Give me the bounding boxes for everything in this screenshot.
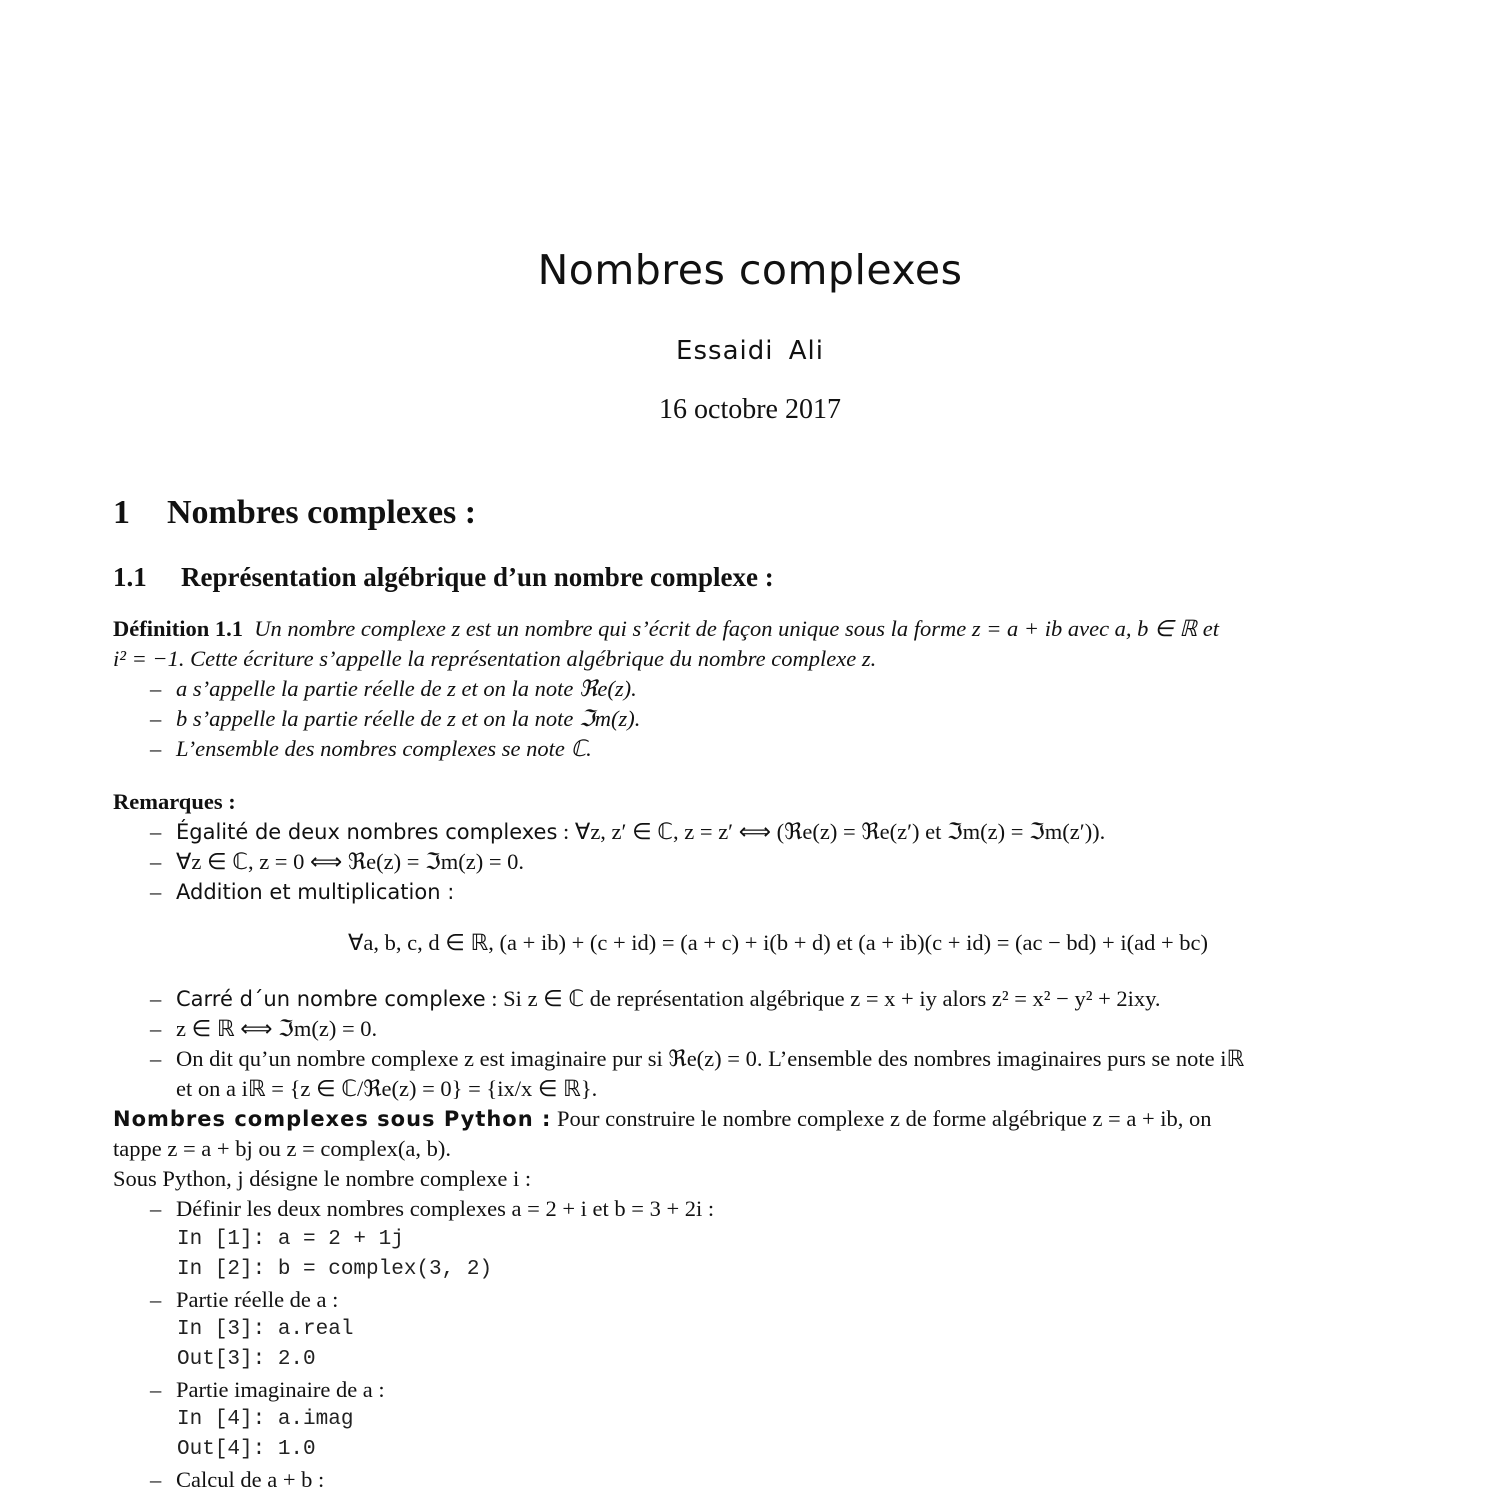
python-step-label: Calcul de a + b : (176, 1467, 325, 1492)
definition-label: Définition 1.1 (113, 616, 244, 641)
code-line: Out[3]: 2.0 (177, 1348, 316, 1371)
code-line: In [3]: a.real (177, 1318, 354, 1341)
document-author: Essaidi Ali (676, 336, 824, 366)
document-date: 16 octobre 2017 (659, 394, 841, 425)
remark-text: : ∀z, z′ ∈ ℂ, z = z′ ⟺ (ℜe(z) = ℜe(z′) et ℑm(z) = ℑm(z′)). (557, 819, 1106, 844)
python-step: – Partie imaginaire de a : (150, 1377, 385, 1402)
definition-item-text: b s’appelle la partie réelle de z et on la note ℑm(z). (176, 706, 641, 731)
definition-item: – b s’appelle la partie réelle de z et on la note ℑm(z). (150, 706, 641, 731)
python-intro-text-1: Pour construire le nombre complexe z de forme algébrique z = a + ib, on (557, 1106, 1212, 1131)
code-line: In [4]: a.imag (177, 1408, 354, 1431)
remark-label: Égalité de deux nombres complexes (176, 820, 558, 844)
definition-item: – L’ensemble des nombres complexes se note ℂ. (150, 736, 592, 761)
python-step: – Définir les deux nombres complexes a = 2 + i et b = 3 + 2i : (150, 1196, 715, 1221)
section-heading (113, 494, 476, 532)
remark-item: – z ∈ ℝ ⟺ ℑm(z) = 0. (150, 1016, 378, 1041)
subsection-number: 1.1 (113, 562, 147, 592)
python-heading: Nombres complexes sous Python : (113, 1107, 552, 1131)
remark-label: Carré d´un nombre complexe (176, 987, 486, 1011)
section-title: Nombres complexes : (167, 494, 477, 531)
definition-line-2: i² = −1. Cette écriture s’appelle la représentation algébrique du nombre complexe z. (113, 646, 877, 671)
python-intro-line-1 (113, 1104, 1212, 1134)
remarques-heading: Remarques : (113, 789, 236, 814)
remark-item: – Addition et multiplication : (150, 879, 455, 904)
remark-text: : Si z ∈ ℂ de représentation algébrique z = x + iy alors z² = x² − y² + 2ixy. (485, 986, 1161, 1011)
definition-line-1 (113, 614, 1219, 644)
remark-item: – Égalité de deux nombres complexes : ∀z, z′ ∈ ℂ, z = z′ ⟺ (ℜe(z) = ℜe(z′) et ℑm(z) = ℑm(z′)). (150, 819, 1106, 844)
definition-item-text: L’ensemble des nombres complexes se note ℂ. (176, 736, 592, 761)
remark-text: On dit qu’un nombre complexe z est imaginaire pur si ℜe(z) = 0. L’ensemble des nombres imaginaires purs se note iℝ (176, 1046, 1245, 1071)
python-step-label: Partie imaginaire de a : (176, 1377, 385, 1402)
code-line: In [1]: a = 2 + 1j (177, 1228, 404, 1251)
remark-text: z ∈ ℝ ⟺ ℑm(z) = 0. (176, 1016, 378, 1041)
remark-continuation: et on a iℝ = {z ∈ ℂ/ℜe(z) = 0} = {ix/x ∈ ℝ}. (176, 1076, 598, 1101)
definition-text-1: Un nombre complexe z est un nombre qui s’écrit de façon unique sous la forme z = a + ib avec a, b ∈ ℝ et (254, 616, 1219, 641)
definition-item-text: a s’appelle la partie réelle de z et on la note ℜe(z). (176, 676, 637, 701)
remark-item: – ∀z ∈ ℂ, z = 0 ⟺ ℜe(z) = ℑm(z) = 0. (150, 849, 525, 874)
python-step: – Partie réelle de a : (150, 1287, 339, 1312)
python-step-label: Partie réelle de a : (176, 1287, 339, 1312)
subsection-title: Représentation algébrique d’un nombre complexe : (181, 562, 774, 592)
display-formula: ∀a, b, c, d ∈ ℝ, (a + ib) + (c + id) = (a + c) + i(b + d) et (a + ib)(c + id) = (ac − bd) + i(ad + bc) (348, 930, 1208, 955)
python-step: – Calcul de a + b : (150, 1467, 325, 1492)
python-intro-line-3: Sous Python, j désigne le nombre complexe i : (113, 1166, 532, 1191)
remark-text: ∀z ∈ ℂ, z = 0 ⟺ ℜe(z) = ℑm(z) = 0. (176, 849, 525, 874)
section-number: 1 (113, 494, 130, 531)
code-line: Out[4]: 1.0 (177, 1438, 316, 1461)
code-line: In [2]: b = complex(3, 2) (177, 1258, 493, 1281)
subsection-heading (113, 562, 774, 593)
document-title: Nombres complexes (537, 246, 963, 294)
remark-item: – Carré d´un nombre complexe : Si z ∈ ℂ de représentation algébrique z = x + iy alors z² = x² − y² + 2ixy. (150, 986, 1161, 1011)
remark-label: Addition et multiplication : (176, 880, 455, 904)
python-step-label: Définir les deux nombres complexes a = 2 + i et b = 3 + 2i : (176, 1196, 715, 1221)
remark-item: – On dit qu’un nombre complexe z est imaginaire pur si ℜe(z) = 0. L’ensemble des nombres imaginaires purs se note iℝ (150, 1046, 1245, 1071)
definition-item: – a s’appelle la partie réelle de z et on la note ℜe(z). (150, 676, 637, 701)
python-intro-line-2: tappe z = a + bj ou z = complex(a, b). (113, 1136, 451, 1161)
